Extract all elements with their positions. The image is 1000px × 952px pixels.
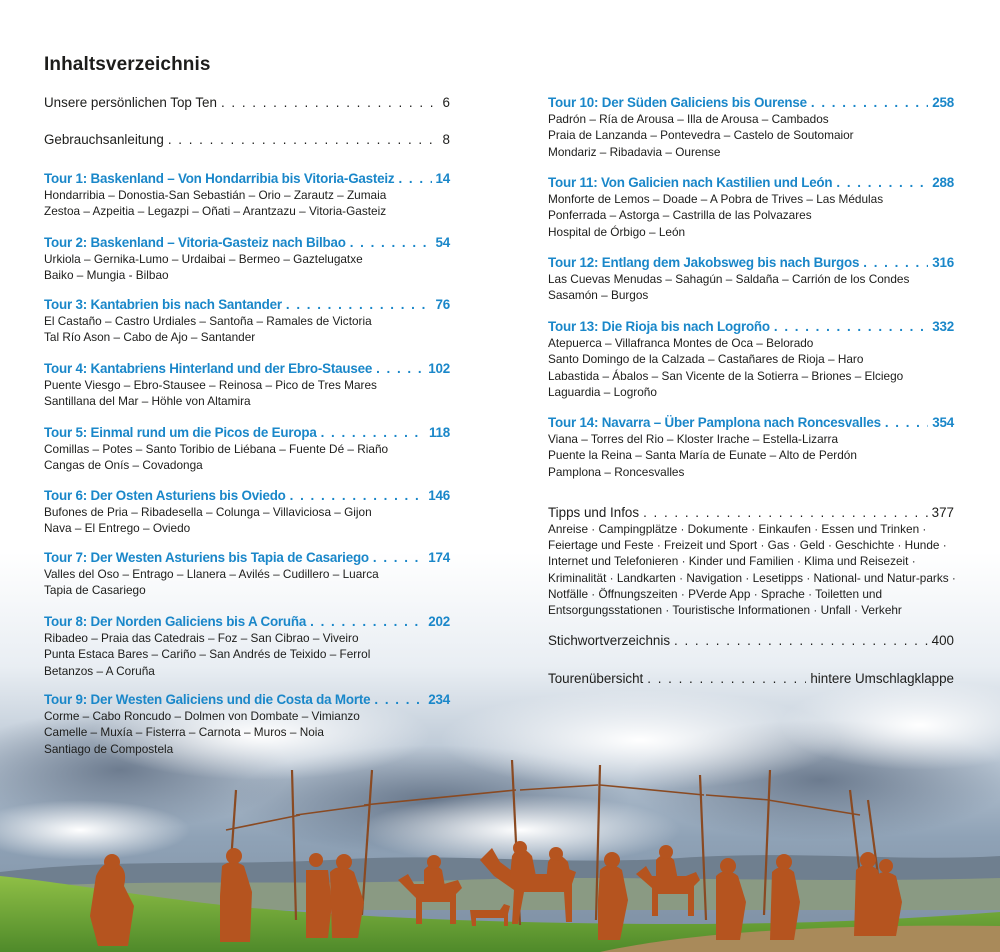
toc-entry[interactable]	[548, 504, 954, 618]
toc-entry-title: Tour 11: Von Galicien nach Kastilien und León	[548, 175, 833, 190]
toc-entry-title: Tour 10: Der Süden Galiciens bis Ourense	[548, 95, 807, 110]
page-title: Inhaltsverzeichnis	[44, 54, 211, 75]
toc-entry-heading	[44, 487, 450, 504]
toc-entry-stops: Ribadeo – Praia das Catedrais – Foz – San Cibrao – Viveiro	[44, 631, 359, 645]
toc-entry-heading	[44, 131, 450, 148]
toc-entry[interactable]	[44, 424, 450, 474]
toc-entry-title: Tour 6: Der Osten Asturiens bis Oviedo	[44, 488, 286, 503]
toc-entry-stops: El Castaño – Castro Urdiales – Santoña – Ramales de Victoria	[44, 314, 372, 328]
toc-page-number: 202	[428, 614, 450, 629]
leader-dots	[286, 296, 432, 313]
toc-page-number: 258	[932, 95, 954, 110]
toc-entry-stops: Padrón – Ría de Arousa – Illa de Arousa – Cambados	[548, 112, 829, 126]
leader-dots	[350, 234, 432, 251]
toc-entry[interactable]	[548, 254, 954, 304]
toc-entry-heading	[44, 424, 450, 441]
toc-entry[interactable]	[44, 360, 450, 410]
toc-entry-stops: Cangas de Onís – Covadonga	[44, 458, 203, 473]
toc-entry-title: Tour 4: Kantabriens Hinterland und der Ebro-Stausee	[44, 361, 373, 376]
leader-dots	[774, 318, 928, 335]
toc-entry-title: Tour 14: Navarra – Über Pamplona nach Roncesvalles	[548, 415, 881, 430]
toc-entry-stops: Praia de Lanzanda – Pontevedra – Castelo de Soutomaior	[548, 128, 854, 143]
toc-entry-heading	[548, 254, 954, 271]
toc-page-number: 146	[428, 488, 450, 503]
toc-entry-stops: Betanzos – A Coruña	[44, 663, 155, 678]
toc-entry[interactable]	[44, 613, 450, 679]
toc-page-number: 332	[932, 319, 954, 334]
toc-entry-heading	[548, 504, 954, 521]
toc-entry-heading	[44, 94, 450, 111]
toc-entry-stops: Comillas – Potes – Santo Toribio de Liébana – Fuente Dé – Riaño	[44, 442, 389, 456]
toc-entry-stops: Santiago de Compostela	[44, 741, 174, 756]
toc-entry[interactable]	[44, 296, 450, 346]
toc-entry-heading	[44, 549, 450, 566]
toc-page-number: 316	[932, 255, 954, 270]
toc-entry-stops: Valles del Oso – Entrago – Llanera – Avilés – Cudillero – Luarca	[44, 567, 379, 581]
toc-entry-heading	[44, 613, 450, 630]
toc-page-number: 288	[932, 175, 954, 190]
toc-entry-stops: Hospital de Órbigo – León	[548, 224, 686, 239]
toc-entry[interactable]	[548, 414, 954, 480]
toc-entry-stops: Atepuerca – Villafranca Montes de Oca – Belorado	[548, 336, 814, 350]
toc-entry-heading	[44, 234, 450, 251]
toc-entry-stops: Urkiola – Gernika-Lumo – Urdaibai – Bermeo – Gaztelugatxe	[44, 252, 363, 266]
toc-entry-heading	[44, 170, 450, 187]
toc-page-number: 174	[428, 550, 450, 565]
leader-dots	[168, 131, 439, 148]
toc-entry-stops: Nava – El Entrego – Oviedo	[44, 521, 191, 536]
toc-entry-heading	[44, 691, 450, 708]
toc-entry-stops: Zestoa – Azpeitia – Legazpi – Oñati – Arantzazu – Vitoria-Gasteiz	[44, 204, 387, 219]
leader-dots	[647, 670, 806, 687]
toc-page-number: 102	[428, 361, 450, 376]
toc-entry-stops: Hondarribia – Donostia-San Sebastián – Orio – Zarautz – Zumaia	[44, 188, 387, 202]
toc-entry-title: Unsere persönlichen Top Ten	[44, 95, 217, 110]
leader-dots	[811, 94, 928, 111]
toc-entry[interactable]	[548, 670, 954, 687]
toc-page-number: 377	[931, 505, 954, 520]
toc-entry[interactable]	[44, 691, 450, 757]
leader-dots	[373, 549, 424, 566]
toc-entry-stops: Las Cuevas Menudas – Sahagún – Saldaña – Carrión de los Condes	[548, 272, 910, 286]
toc-page-number: 14	[435, 171, 450, 186]
toc-entry-stops: Baiko – Mungia - Bilbao	[44, 268, 169, 283]
toc-entry-stops: Camelle – Muxía – Fisterra – Carnota – Muros – Noia	[44, 725, 324, 740]
toc-page-number: 8	[442, 132, 450, 147]
leader-dots	[374, 691, 424, 708]
toc-entry[interactable]	[548, 94, 954, 160]
toc-entry-heading	[548, 670, 954, 687]
toc-entry-title: Tour 12: Entlang dem Jakobsweg bis nach Burgos	[548, 255, 860, 270]
toc-entry-stops: Labastida – Ábalos – San Vicente de la Sotierra – Briones – Elciego	[548, 368, 904, 383]
toc-entry[interactable]	[44, 549, 450, 599]
leader-dots	[863, 254, 928, 271]
toc-entry-title: Tour 3: Kantabrien bis nach Santander	[44, 297, 282, 312]
toc-entry-stops: Mondariz – Ribadavia – Ourense	[548, 144, 721, 159]
toc-entry-stops: Santillana del Mar – Höhle von Altamira	[44, 394, 251, 409]
toc-page-number: 54	[435, 235, 450, 250]
toc-entry-heading	[548, 318, 954, 335]
toc-entry-stops: Bufones de Pria – Ribadesella – Colunga – Villaviciosa – Gijon	[44, 505, 372, 519]
toc-entry-title: Stichwortverzeichnis	[548, 633, 671, 648]
toc-entry-stops: Corme – Cabo Roncudo – Dolmen von Dombate – Vimianzo	[44, 709, 360, 723]
toc-entry-title: Tour 9: Der Westen Galiciens und die Costa da Morte	[44, 692, 371, 707]
toc-entry[interactable]	[44, 170, 450, 220]
toc-entry-title: Tour 13: Die Rioja bis nach Logroño	[548, 319, 770, 334]
toc-entry[interactable]	[548, 318, 954, 401]
leader-dots	[643, 504, 928, 521]
toc-page-number: 6	[442, 95, 450, 110]
toc-page-number: 400	[931, 633, 954, 648]
leader-dots	[836, 174, 928, 191]
toc-page-number: 76	[435, 297, 450, 312]
toc-entry-stops: Punta Estaca Bares – Cariño – San Andrés de Teixido – Ferrol	[44, 647, 371, 662]
leader-dots	[376, 360, 424, 377]
toc-page-number: hintere Umschlagklappe	[810, 671, 954, 686]
toc-entry-stops: Viana – Torres del Rio – Kloster Irache – Estella-Lizarra	[548, 432, 839, 446]
toc-entry-title: Tour 1: Baskenland – Von Hondarribia bis Vitoria-Gasteiz	[44, 171, 395, 186]
leader-dots	[398, 170, 431, 187]
toc-entry-stops: Pamplona – Roncesvalles	[548, 464, 685, 479]
toc-entry-title: Tour 5: Einmal rund um die Picos de Europa	[44, 425, 317, 440]
toc-entry-heading	[44, 296, 450, 313]
toc-entry-title: Tour 2: Baskenland – Vitoria-Gasteiz nach Bilbao	[44, 235, 346, 250]
toc-entry-stops: Puente la Reina – Santa María de Eunate – Alto de Perdón	[548, 448, 857, 463]
leader-dots	[321, 424, 425, 441]
toc-entry-heading	[44, 360, 450, 377]
toc-entry-stops: Ponferrada – Astorga – Castrilla de las Polvazares	[548, 208, 812, 223]
toc-entry[interactable]	[44, 131, 450, 148]
leader-dots	[310, 613, 424, 630]
toc-entry-stops: Monforte de Lemos – Doade – A Pobra de Trives – Las Médulas	[548, 192, 884, 206]
toc-entry-stops: Tal Río Ason – Cabo de Ajo – Santander	[44, 330, 256, 345]
toc-entry-stops: Tapia de Casariego	[44, 583, 146, 598]
toc-entry-heading	[548, 94, 954, 111]
toc-entry-heading	[548, 174, 954, 191]
leader-dots	[290, 487, 425, 504]
leader-dots	[221, 94, 439, 111]
toc-entry-title: Tipps und Infos	[548, 505, 640, 520]
toc-page-number: 354	[932, 415, 954, 430]
toc-page-number: 234	[428, 692, 450, 707]
toc-entry-stops: Puente Viesgo – Ebro-Stausee – Reinosa – Pico de Tres Mares	[44, 378, 377, 392]
toc-entry-title: Tour 7: Der Westen Asturiens bis Tapia de Casariego	[44, 550, 369, 565]
toc-entry[interactable]	[548, 632, 954, 649]
toc-entry-stops: Laguardia – Logroño	[548, 385, 657, 400]
toc-entry-title: Tour 8: Der Norden Galiciens bis A Coruña	[44, 614, 307, 629]
toc-entry-stops: Santo Domingo de la Calzada – Castañares de Rioja – Haro	[548, 352, 864, 367]
leader-dots	[674, 632, 928, 649]
leader-dots	[885, 414, 928, 431]
toc-entry[interactable]	[44, 487, 450, 537]
toc-entry-stops: Sasamón – Burgos	[548, 288, 649, 303]
toc-entry[interactable]	[44, 234, 450, 284]
toc-entry-heading	[548, 414, 954, 431]
toc-entry-title: Tourenübersicht	[548, 671, 644, 686]
toc-entry-title: Gebrauchsanleitung	[44, 132, 164, 147]
toc-entry-stops: Anreise · Campingplätze · Dokumente · Einkaufen · Essen und Trinken · Feiertage und Feste · Freizeit und Sport · Gas · Geld · Geschichte · Hunde · Internet und Telefonieren · Kinder und Familien · Klima und Reisezeit · Kriminalität · Landkarten · Navigation · Lesetipps · National- und Natur-parks · Notfälle · Öffnungszeiten · PVerde App · Sprache · Toiletten und Entsorgungsstationen · Touristische Informationen · Unfall · Verkehr	[548, 522, 956, 618]
toc-entry-heading	[548, 632, 954, 649]
toc-page-number: 118	[428, 425, 450, 440]
toc-entry[interactable]	[44, 94, 450, 111]
toc-entry[interactable]	[548, 174, 954, 240]
